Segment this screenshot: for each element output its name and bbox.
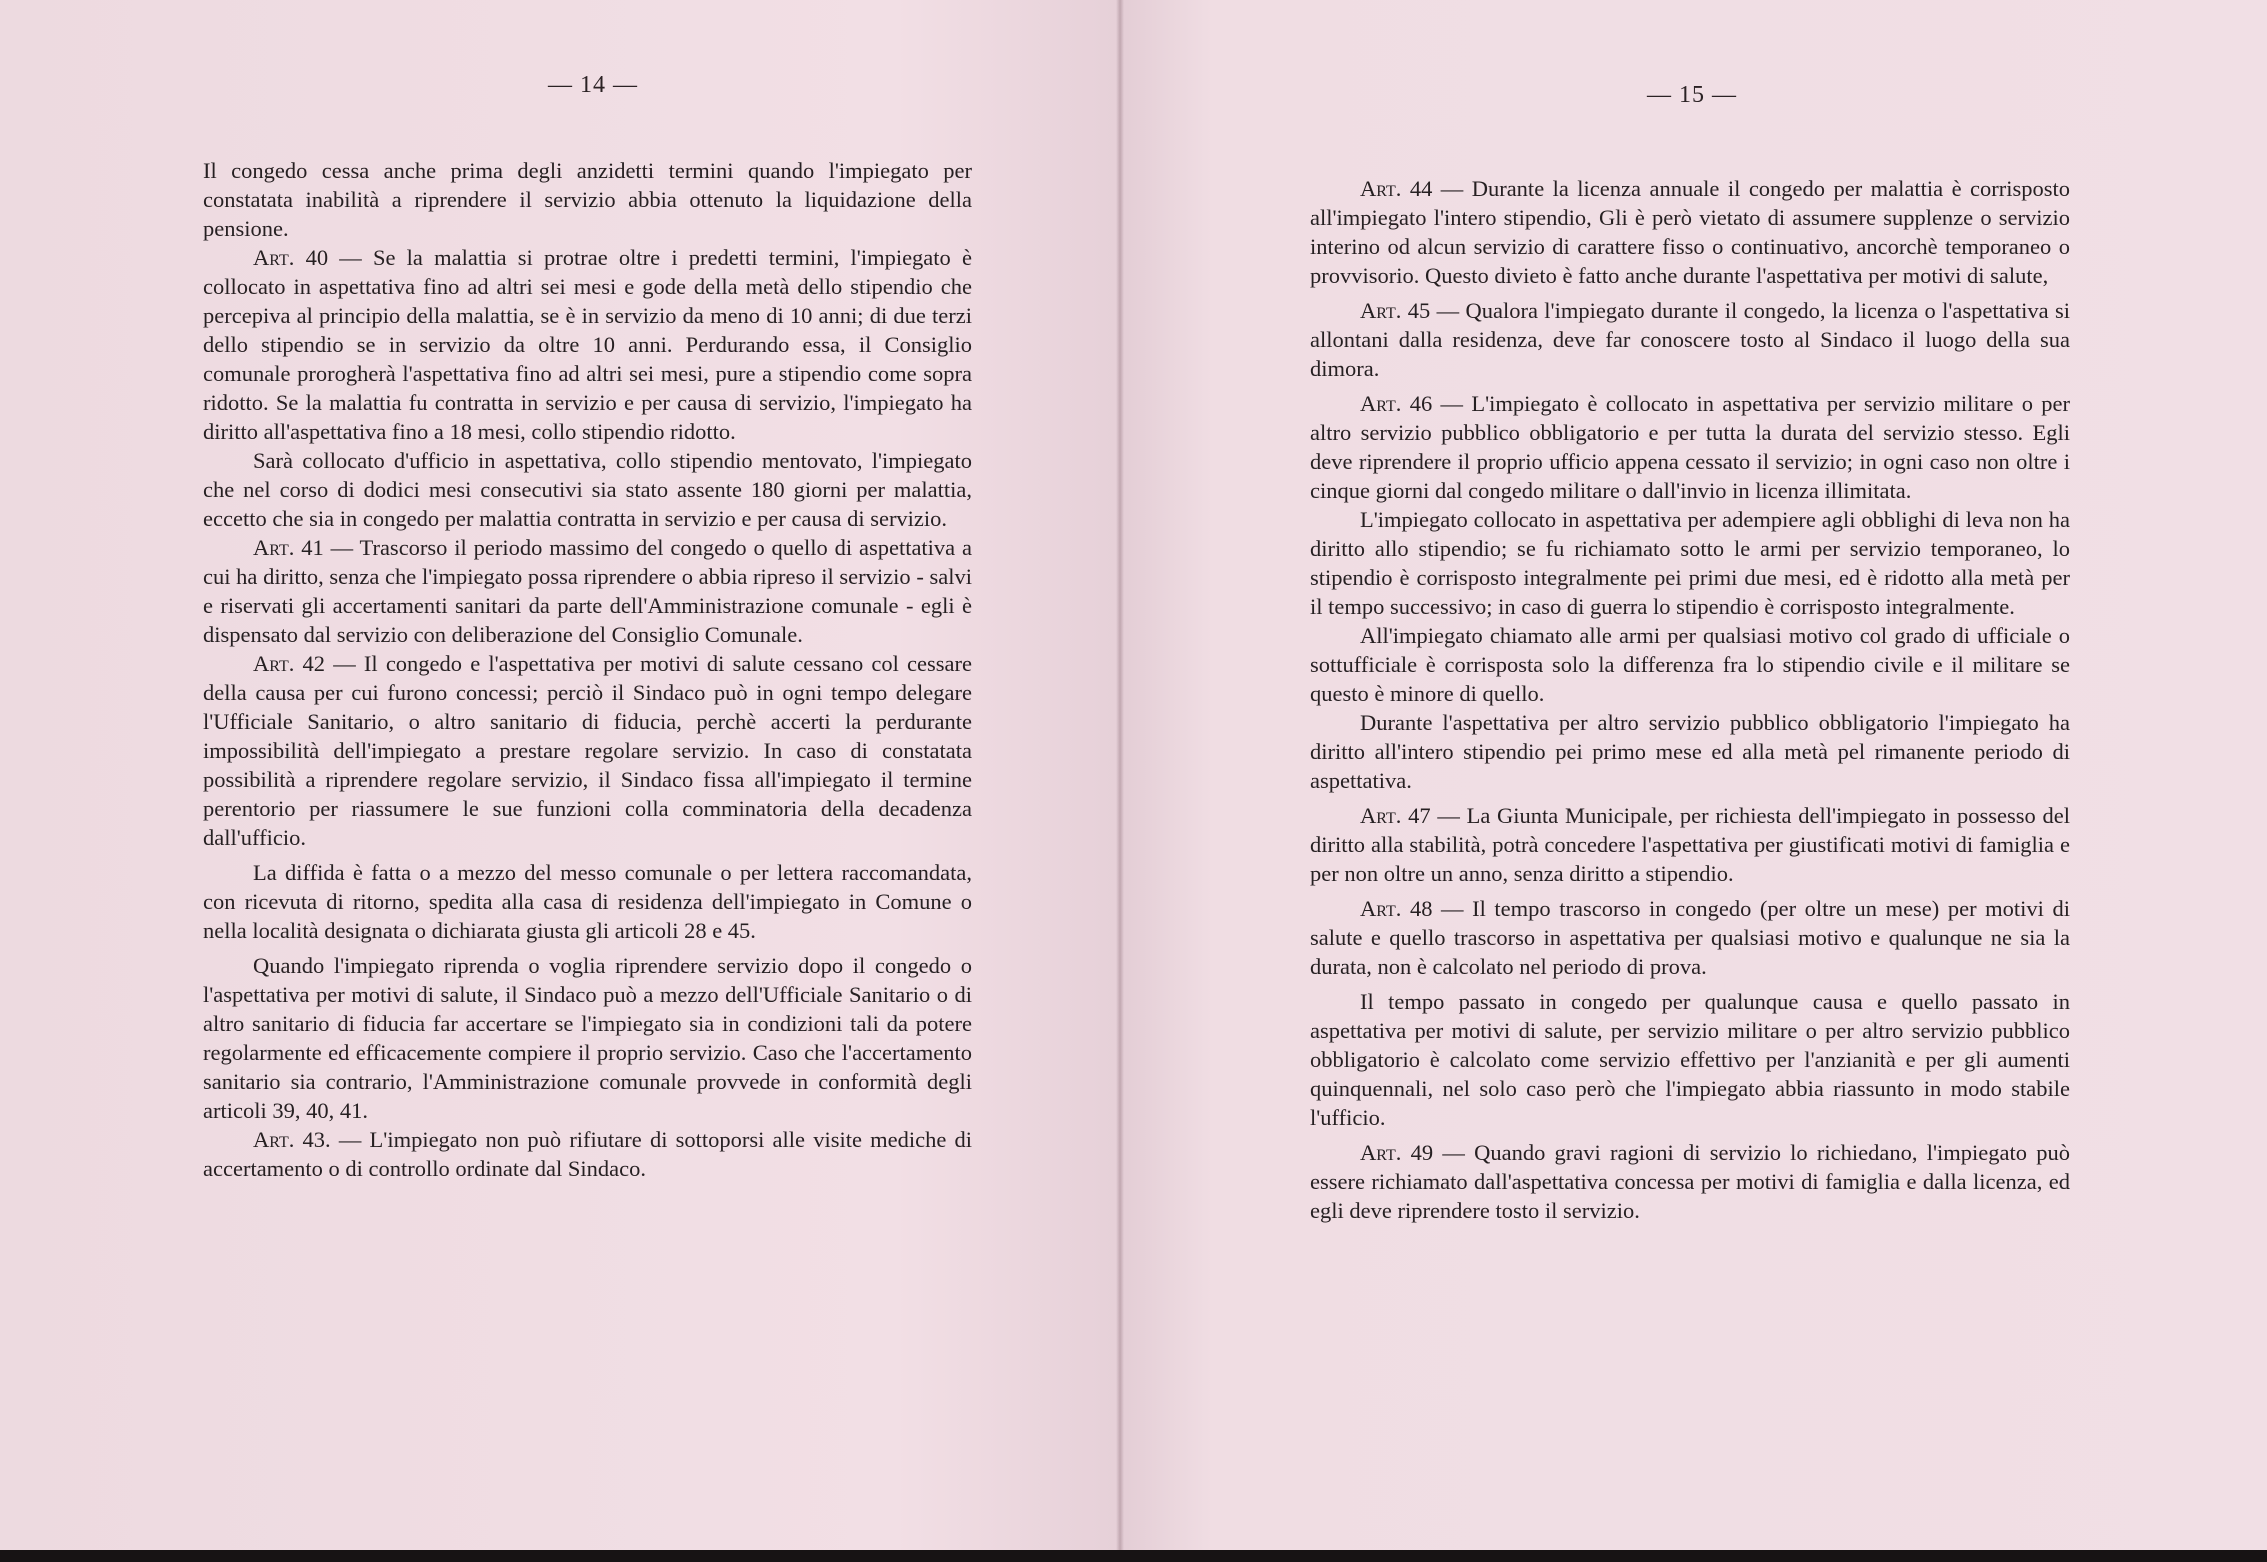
paragraph-text: Durante l'aspettativa per altro servizio pubblico obbligatorio l'impiegato ha diritto all'intero stipendio pei primo mese ed alla metà pel rimanente periodo di aspettativa. (1310, 710, 2070, 793)
paragraph-text: Sarà collocato d'ufficio in aspettativa, collo stipendio mentovato, l'impiegato che nel corso di dodici mesi consecutivi sia stato assente 180 giorni per malattia, eccetto che sia in congedo per malattia contratta in servizio e per causa di servizio. (203, 448, 972, 531)
paragraph-text: 42 — Il congedo e l'aspettativa per motivi di salute cessano col cessare della causa per cui furono concessi; perciò il Sindaco può in ogni tempo delegare l'Ufficiale Sanitario, o altro sanitario di fiducia, perchè accerti la perdurante impossibilità dell'impiegato a prestare regolare servizio. In caso di constatata possibilità a riprendere regolare servizio, il Sindaco fissa all'impiegato il termine perentorio per riassumere le sue funzioni colla comminatoria della decadenza dall'ufficio. (203, 651, 972, 850)
article-label: Art. (253, 245, 295, 270)
paragraph (1310, 389, 2070, 505)
page-number-right: — 15 — (1647, 82, 1737, 108)
article-label: Art. (253, 651, 295, 676)
paragraph-text: 44 — Durante la licenza annuale il congedo per malattia è corrisposto all'impiegato l'intero stipendio, Gli è però vietato di assumere supplenze o servizio interino od alcun servizio di carattere fisso o continuativo, ancorchè temporaneo o provvisorio. Questo divieto è fatto anche durante l'aspettativa per motivi di salute, (1310, 176, 2070, 288)
paragraph-text: 43. — L'impiegato non può rifiutare di sottoporsi alle visite mediche di accertamento o di controllo ordinate dal Sindaco. (203, 1127, 973, 1181)
article-label: Art. (1360, 176, 1402, 201)
paragraph (1310, 894, 2070, 981)
paragraph (203, 1125, 972, 1183)
paragraph (203, 243, 972, 446)
paragraph-text: 45 — Qualora l'impiegato durante il congedo, la licenza o l'aspettativa si allontani dalla residenza, deve far conoscere tosto al Sindaco il luogo della sua dimora. (1310, 298, 2071, 381)
paragraph-text: 41 — Trascorso il periodo massimo del congedo o quello di aspettativa a cui ha diritto, senza che l'impiegato possa riprendere o abbia ripreso il servizio - salvi e riservati gli accertamenti sanitari da parte dell'Amministrazione comunale - egli è dispensato dal servizio con deliberazione del Consiglio Comunale. (203, 535, 973, 647)
paragraph (203, 951, 972, 1125)
paragraph (1310, 987, 2070, 1132)
paragraph-text: Quando l'impiegato riprenda o voglia riprendere servizio dopo il congedo o l'aspettativa per motivi di salute, il Sindaco può a mezzo dell'Ufficiale Sanitario o di altro sanitario di fiducia far accertare se l'impiegato sia in condizioni tali da potere regolarmente ed efficacemente compiere il proprio servizio. Caso che l'accertamento sanitario sia contrario, l'Amministrazione comunale provvede in conformità degli articoli 39, 40, 41. (203, 953, 972, 1123)
paragraph (1310, 708, 2070, 795)
article-label: Art. (1360, 391, 1402, 416)
article-label: Art. (1360, 803, 1402, 828)
paragraph (1310, 801, 2070, 888)
paragraph (1310, 174, 2070, 290)
paragraph (1310, 505, 2070, 621)
paragraph-text: 48 — Il tempo trascorso in congedo (per oltre un mese) per motivi di salute e quello trascorso in aspettativa per qualsiasi motivo e qualunque ne sia la durata, non è calcolato nel periodo di prova. (1310, 896, 2071, 979)
article-label: Art. (253, 535, 295, 560)
paragraph-text: Il congedo cessa anche prima degli anzidetti termini quando l'impiegato per constatata inabilità a riprendere il servizio abbia ottenuto la liquidazione della pensione. (203, 158, 972, 241)
paragraph-text: 46 — L'impiegato è collocato in aspettativa per servizio militare o per altro servizio pubblico obbligatorio e per tutta la durata del servizio stesso. Egli deve riprendere il proprio ufficio appena cessato il servizio; in ogni caso non oltre i cinque giorni dal congedo militare o dall'invio in licenza illimitata. (1310, 391, 2071, 503)
paragraph (203, 533, 972, 649)
page-number-left: — 14 — (548, 72, 638, 98)
right-page-text (1310, 174, 2070, 1225)
article-label: Art. (1360, 1140, 1402, 1165)
paragraph (1310, 621, 2070, 708)
paragraph (203, 446, 972, 533)
paragraph-text: 49 — Quando gravi ragioni di servizio lo richiedano, l'impiegato può essere richiamato dall'aspettativa concessa per motivi di famiglia e dalla licenza, ed egli deve riprendere tosto il servizio. (1310, 1140, 2071, 1223)
paragraph-text: Il tempo passato in congedo per qualunque causa e quello passato in aspettativa per motivi di salute, per servizio militare o per altro servizio pubblico obbligatorio è calcolato come servizio effettivo per l'anzianità e per gli aumenti quinquennali, nel solo caso però che l'impiegato abbia riassunto in modo stabile l'ufficio. (1310, 989, 2070, 1130)
paragraph-text: L'impiegato collocato in aspettativa per adempiere agli obblighi di leva non ha diritto allo stipendio; se fu richiamato sotto le armi per servizio temporaneo, lo stipendio è corrisposto integralmente pei primi due mesi, ed è ridotto alla metà per il tempo successivo; in caso di guerra lo stipendio è corrisposto integralmente. (1310, 507, 2070, 619)
paragraph-text: All'impiegato chiamato alle armi per qualsiasi motivo col grado di ufficiale o sottufficiale è corrisposta solo la differenza fra lo stipendio civile e il militare se questo è minore di quello. (1310, 623, 2070, 706)
paragraph-text: 47 — La Giunta Municipale, per richiesta dell'impiegato in possesso del diritto alla stabilità, potrà concedere l'aspettativa per giustificati motivi di famiglia e per non oltre un anno, senza diritto a stipendio. (1310, 803, 2071, 886)
book-gutter (1116, 0, 1124, 1550)
article-label: Art. (1360, 896, 1402, 921)
left-page-text (203, 156, 972, 1183)
article-label: Art. (1360, 298, 1402, 323)
article-label: Art. (253, 1127, 295, 1152)
left-page (0, 0, 1120, 1550)
paragraph-text: 40 — Se la malattia si protrae oltre i predetti termini, l'impiegato è collocato in aspettativa fino ad altri sei mesi e gode della metà dello stipendio che percepiva al principio della malattia, se è in servizio da meno di 10 anni; di due terzi dello stipendio se in servizio da oltre 10 anni. Perdurando essa, il Consiglio comunale prorogherà l'aspettativa fino ad altri sei mesi, pure a stipendio come sopra ridotto. Se la malattia fu contratta in servizio e per causa di servizio, l'impiegato ha diritto all'aspettativa fino a 18 mesi, collo stipendio ridotto. (203, 245, 972, 444)
paragraph (1310, 296, 2070, 383)
paragraph (203, 649, 972, 852)
paragraph (1310, 1138, 2070, 1225)
paragraph (203, 156, 972, 243)
paragraph-text: La diffida è fatta o a mezzo del messo comunale o per lettera raccomandata, con ricevuta di ritorno, spedita alla casa di residenza dell'impiegato in Comune o nella località designata o dichiarata giusta gli articoli 28 e 45. (203, 860, 972, 943)
paragraph (203, 858, 972, 945)
